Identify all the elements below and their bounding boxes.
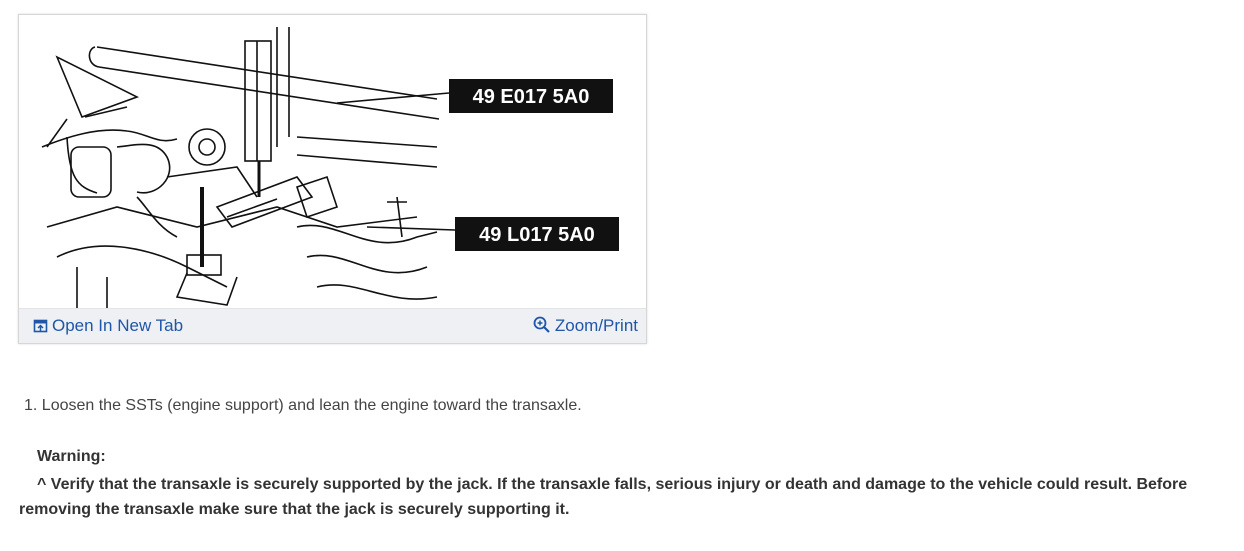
zoom-print-label: Zoom/Print	[554, 316, 638, 335]
callout-e017: 49 E017 5A0	[472, 86, 590, 108]
zoom-in-icon	[533, 316, 551, 334]
warning-text: ^ Verify that the transaxle is securely supported by the jack. If the transaxle falls, serious injury or death and damage to the vehicle could result. Before removing the transaxle make sure that the jack is securely supporting it.	[19, 476, 1188, 518]
open-in-new-tab-link[interactable]	[33, 316, 183, 336]
engine-support-diagram	[37, 27, 627, 315]
figure-footer	[19, 308, 646, 343]
callout-l017: 49 L017 5A0	[479, 224, 595, 246]
open-in-new-tab-label: Open In New Tab	[52, 316, 184, 335]
step-text: 1. Loosen the SSTs (engine support) and lean the engine toward the transaxle.	[24, 397, 582, 414]
open-tab-icon	[33, 319, 48, 334]
figure-card	[18, 14, 647, 344]
zoom-print-link[interactable]	[533, 316, 638, 336]
warning-title: Warning:	[37, 448, 106, 465]
